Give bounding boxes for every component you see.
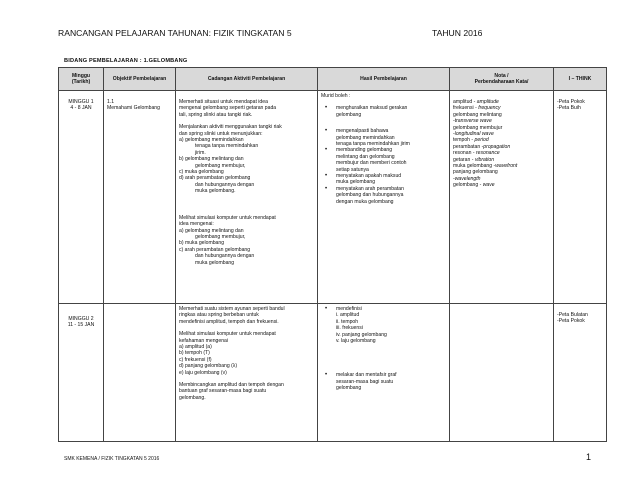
notes-cell (450, 304, 554, 442)
week-cell: MINGGU 2 11 - 15 JAN (59, 304, 104, 442)
document-title: RANCANGAN PELAJARAN TAHUNAN: FIZIK TINGKATAN 5 (58, 28, 292, 38)
col-header-notes: Nota / Perbendaharaan Kata/ (450, 68, 554, 91)
table-row (59, 91, 607, 304)
document-year: TAHUN 2016 (432, 28, 483, 38)
outcomes-cell (318, 304, 450, 442)
subject-area: BIDANG PEMBELAJARAN : 1.GELOMBANG (64, 58, 188, 64)
table-row (59, 304, 607, 442)
objective-cell (104, 304, 176, 442)
activities-cell: Memerhati situasi untuk mendapat idea mengenai gelombang seperti getaran pada tali, spring slinki atau tangki riak. Menjalankan aktiviti menggunakan tangki riak dan spring slinki untuk menunjukkan: a) gelombang memindahkan tenaga tanpa memindahkan jirim. b) gelombang melintang dan gelombang membujur, c) muka gelombang d) arah perambatan gelombang dan hubungannya dengan muka gelombang. Melihat simulasi komputer untuk mendapat idea mengenai: a) gelombang melintang dan gelombang membujur, b) muka gelombang c) arah perambatan gelombang dan hubungannya dengan muka gelombang (176, 91, 318, 304)
outcomes-cell: Murid boleh : • menghuraikan maksud gerakan gelombang • mengenalpasti bahawa gelombang memindahkan tenaga tanpa memindahkan jirim • membanding gelombang melintang dan gelombang membujur dan memberi contoh setiap satunya • menyatakan apakah maksud muka gelombang • menyatakan arah perambatan gelombang dan hubungannya dengan muka gelombang (318, 91, 450, 304)
page-number: 1 (586, 452, 592, 462)
col-header-activities: Cadangan Aktiviti Pembelajaran (176, 68, 318, 91)
week-cell: MINGGU 1 4 - 8 JAN (59, 91, 104, 304)
col-header-objective: Objektif Pembelajaran (104, 68, 176, 91)
objective-cell: 1.1 Memahami Gelombang (104, 91, 176, 304)
footer-school: SMK KEMENA / FIZIK TINGKATAN 5 2016 (64, 456, 160, 462)
list-item: • menyatakan apakah maksud muka gelombang (321, 173, 446, 186)
col-header-outcomes: Hasil Pembelajaran (318, 68, 450, 91)
list-item: • membanding gelombang melintang dan gelombang membujur dan memberi contoh setiap satunya (321, 147, 446, 173)
ithink-cell: -Peta Pokok -Peta Buih (554, 91, 607, 304)
activities-cell: Memerhati suatu sistem ayunan seperti bandul ringkas atau spring berbeban untuk mendefinisi amplitud, tempoh dan frekuensi. Melihat simulasi komputer untuk mendapat kefahaman mengenai a) amplitud (a) b) tempoh (T) c) frekuensi (f) d) panjang gelombang (λ) e) laju gelombang (v) Membincangkan amplitud dan tempoh dengan bantuan graf sesaran-masa bagi suatu gelombang. (176, 304, 318, 442)
list-item: • mendefinisi i. amplitud ii. tempoh iii. frekuensi iv. panjang gelombang v. laju gelombang (321, 306, 446, 344)
col-header-ithink: I – THINK (554, 68, 607, 91)
lesson-plan-table (58, 67, 607, 442)
notes-cell: amplitud - amplitude frekuensi - frequency gelombang melintang -transverse wave gelombang membujur -longitudinal wave tempoh - period perambatan -propagation resonan - resonance getaran - vibration muka gelombang -wavefront panjang gelombang -wavelength gelombang - wave (450, 91, 554, 304)
list-item: • mengenalpasti bahawa gelombang memindahkan tenaga tanpa memindahkan jirim (321, 128, 446, 147)
page-header (58, 28, 578, 42)
list-item: • melakar dan mentafsir graf sesaran-masa bagi suatu gelombang (321, 372, 446, 391)
list-item: • menghuraikan maksud gerakan gelombang (321, 105, 446, 118)
col-header-week: Minggu (Tarikh) (59, 68, 104, 91)
ithink-cell: -Peta Bulatan -Peta Pokok (554, 304, 607, 442)
list-item: • menyatakan arah perambatan gelombang dan hubungannya dengan muka gelombang (321, 186, 446, 205)
table-header-row (59, 68, 607, 91)
